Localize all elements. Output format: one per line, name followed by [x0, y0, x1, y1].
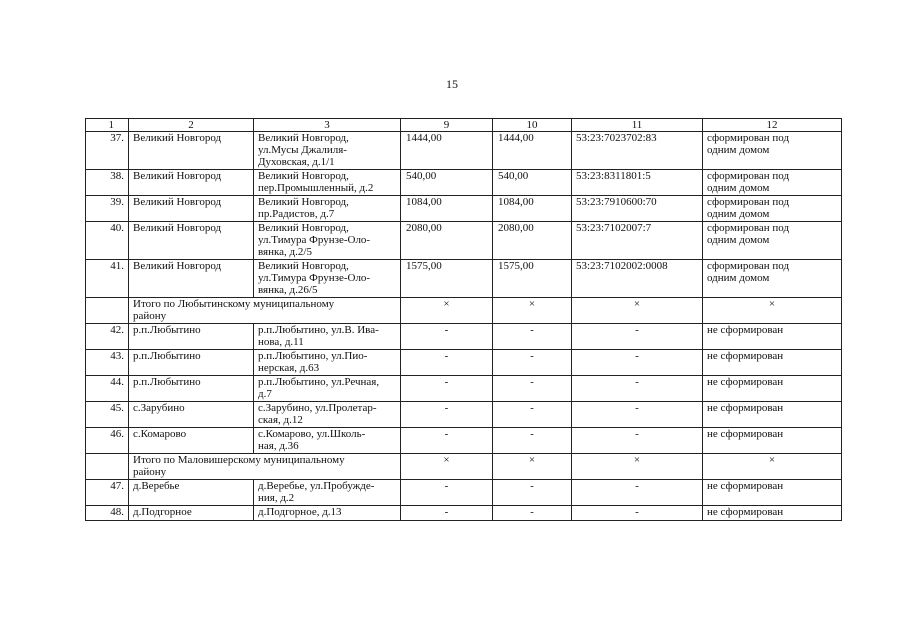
col-header-10: 10	[493, 119, 572, 132]
cadastral-number-cell: 53:23:7023702:83	[572, 132, 703, 170]
status-cell: не сформирован	[703, 480, 842, 506]
status-cell: не сформирован	[703, 350, 842, 376]
col-header-9: 9	[401, 119, 493, 132]
summary-label: Итого по Любытинскому муниципальному району	[129, 298, 401, 324]
area-total-cell: 1575,00	[493, 260, 572, 298]
cadastral-number-cell: -	[572, 324, 703, 350]
address-cell: р.п.Любытино, ул.Пио- нерская, д.63	[254, 350, 401, 376]
summary-mark: ×	[493, 298, 572, 324]
status-cell: не сформирован	[703, 428, 842, 454]
area-cell: 540,00	[401, 170, 493, 196]
table-row	[86, 402, 842, 428]
summary-mark: ×	[572, 454, 703, 480]
settlement-cell: с.Комарово	[129, 428, 254, 454]
settlement-cell: с.Зарубино	[129, 402, 254, 428]
table-row	[86, 222, 842, 260]
row-number: 48.	[86, 506, 129, 521]
settlement-cell: Великий Новгород	[129, 196, 254, 222]
area-total-cell: 540,00	[493, 170, 572, 196]
cadastral-number-cell: -	[572, 376, 703, 402]
col-header-3: 3	[254, 119, 401, 132]
address-cell: р.п.Любытино, ул.В. Ива- нова, д.11	[254, 324, 401, 350]
address-cell: д.Подгорное, д.13	[254, 506, 401, 521]
summary-mark: ×	[401, 298, 493, 324]
row-number: 41.	[86, 260, 129, 298]
cadastral-number-cell: 53:23:7102007:7	[572, 222, 703, 260]
summary-mark: ×	[703, 298, 842, 324]
address-cell: с.Зарубино, ул.Пролетар- ская, д.12	[254, 402, 401, 428]
settlement-cell: Великий Новгород	[129, 260, 254, 298]
summary-blank-cell	[86, 298, 129, 324]
header-row	[86, 119, 842, 132]
settlement-cell: Великий Новгород	[129, 222, 254, 260]
cadastral-number-cell: -	[572, 350, 703, 376]
settlement-cell: д.Веребье	[129, 480, 254, 506]
area-cell: -	[401, 350, 493, 376]
settlement-cell: Великий Новгород	[129, 170, 254, 196]
settlement-cell: р.п.Любытино	[129, 350, 254, 376]
row-number: 47.	[86, 480, 129, 506]
cadastral-number-cell: 53:23:8311801:5	[572, 170, 703, 196]
area-total-cell: 2080,00	[493, 222, 572, 260]
status-cell: сформирован под одним домом	[703, 196, 842, 222]
address-cell: Великий Новгород, ул.Мусы Джалиля- Духовская, д.1/1	[254, 132, 401, 170]
status-cell: не сформирован	[703, 376, 842, 402]
cadastral-number-cell: -	[572, 480, 703, 506]
area-total-cell: -	[493, 480, 572, 506]
cadastral-number-cell: 53:23:7910600:70	[572, 196, 703, 222]
status-cell: не сформирован	[703, 402, 842, 428]
area-total-cell: -	[493, 376, 572, 402]
summary-label: Итого по Маловишерскому муниципальному району	[129, 454, 401, 480]
area-cell: -	[401, 376, 493, 402]
summary-mark: ×	[703, 454, 842, 480]
settlement-cell: р.п.Любытино	[129, 376, 254, 402]
area-total-cell: -	[493, 324, 572, 350]
col-header-2: 2	[129, 119, 254, 132]
cadastral-number-cell: -	[572, 402, 703, 428]
area-total-cell: -	[493, 350, 572, 376]
col-header-12: 12	[703, 119, 842, 132]
address-cell: Великий Новгород, ул.Тимура Фрунзе-Оло- вянка, д.2/5	[254, 222, 401, 260]
row-number: 39.	[86, 196, 129, 222]
summary-mark: ×	[493, 454, 572, 480]
status-cell: сформирован под одним домом	[703, 260, 842, 298]
table-row	[86, 170, 842, 196]
area-total-cell: -	[493, 402, 572, 428]
address-cell: Великий Новгород, ул.Тимура Фрунзе-Оло- вянка, д.26/5	[254, 260, 401, 298]
table-row	[86, 132, 842, 170]
area-total-cell: 1084,00	[493, 196, 572, 222]
row-number: 38.	[86, 170, 129, 196]
row-number: 37.	[86, 132, 129, 170]
row-number: 42.	[86, 324, 129, 350]
area-total-cell: -	[493, 428, 572, 454]
settlement-cell: Великий Новгород	[129, 132, 254, 170]
registry-table	[85, 118, 842, 521]
table-row	[86, 324, 842, 350]
table-row	[86, 428, 842, 454]
summary-mark: ×	[572, 298, 703, 324]
summary-blank-cell	[86, 454, 129, 480]
col-header-1: 1	[86, 119, 129, 132]
settlement-cell: д.Подгорное	[129, 506, 254, 521]
status-cell: не сформирован	[703, 506, 842, 521]
area-cell: -	[401, 506, 493, 521]
table-row	[86, 196, 842, 222]
settlement-cell: р.п.Любытино	[129, 324, 254, 350]
address-cell: р.п.Любытино, ул.Речная, д.7	[254, 376, 401, 402]
cadastral-number-cell: -	[572, 506, 703, 521]
col-header-11: 11	[572, 119, 703, 132]
row-number: 45.	[86, 402, 129, 428]
address-cell: Великий Новгород, пр.Радистов, д.7	[254, 196, 401, 222]
summary-row	[86, 454, 842, 480]
table-row	[86, 376, 842, 402]
status-cell: сформирован под одним домом	[703, 170, 842, 196]
table-row	[86, 480, 842, 506]
area-cell: -	[401, 480, 493, 506]
table-row	[86, 506, 842, 521]
address-cell: Великий Новгород, пер.Промышленный, д.2	[254, 170, 401, 196]
area-cell: -	[401, 428, 493, 454]
table-row	[86, 350, 842, 376]
table-row	[86, 260, 842, 298]
page-number: 15	[446, 77, 458, 91]
area-cell: 1084,00	[401, 196, 493, 222]
area-cell: 1575,00	[401, 260, 493, 298]
address-cell: с.Комарово, ул.Школь- ная, д.36	[254, 428, 401, 454]
area-total-cell: -	[493, 506, 572, 521]
area-cell: 2080,00	[401, 222, 493, 260]
area-cell: 1444,00	[401, 132, 493, 170]
row-number: 43.	[86, 350, 129, 376]
cadastral-number-cell: 53:23:7102002:0008	[572, 260, 703, 298]
area-total-cell: 1444,00	[493, 132, 572, 170]
row-number: 46.	[86, 428, 129, 454]
status-cell: сформирован под одним домом	[703, 222, 842, 260]
area-cell: -	[401, 402, 493, 428]
summary-row	[86, 298, 842, 324]
status-cell: не сформирован	[703, 324, 842, 350]
address-cell: д.Веребье, ул.Пробужде- ния, д.2	[254, 480, 401, 506]
row-number: 40.	[86, 222, 129, 260]
area-cell: -	[401, 324, 493, 350]
summary-mark: ×	[401, 454, 493, 480]
row-number: 44.	[86, 376, 129, 402]
cadastral-number-cell: -	[572, 428, 703, 454]
status-cell: сформирован под одним домом	[703, 132, 842, 170]
